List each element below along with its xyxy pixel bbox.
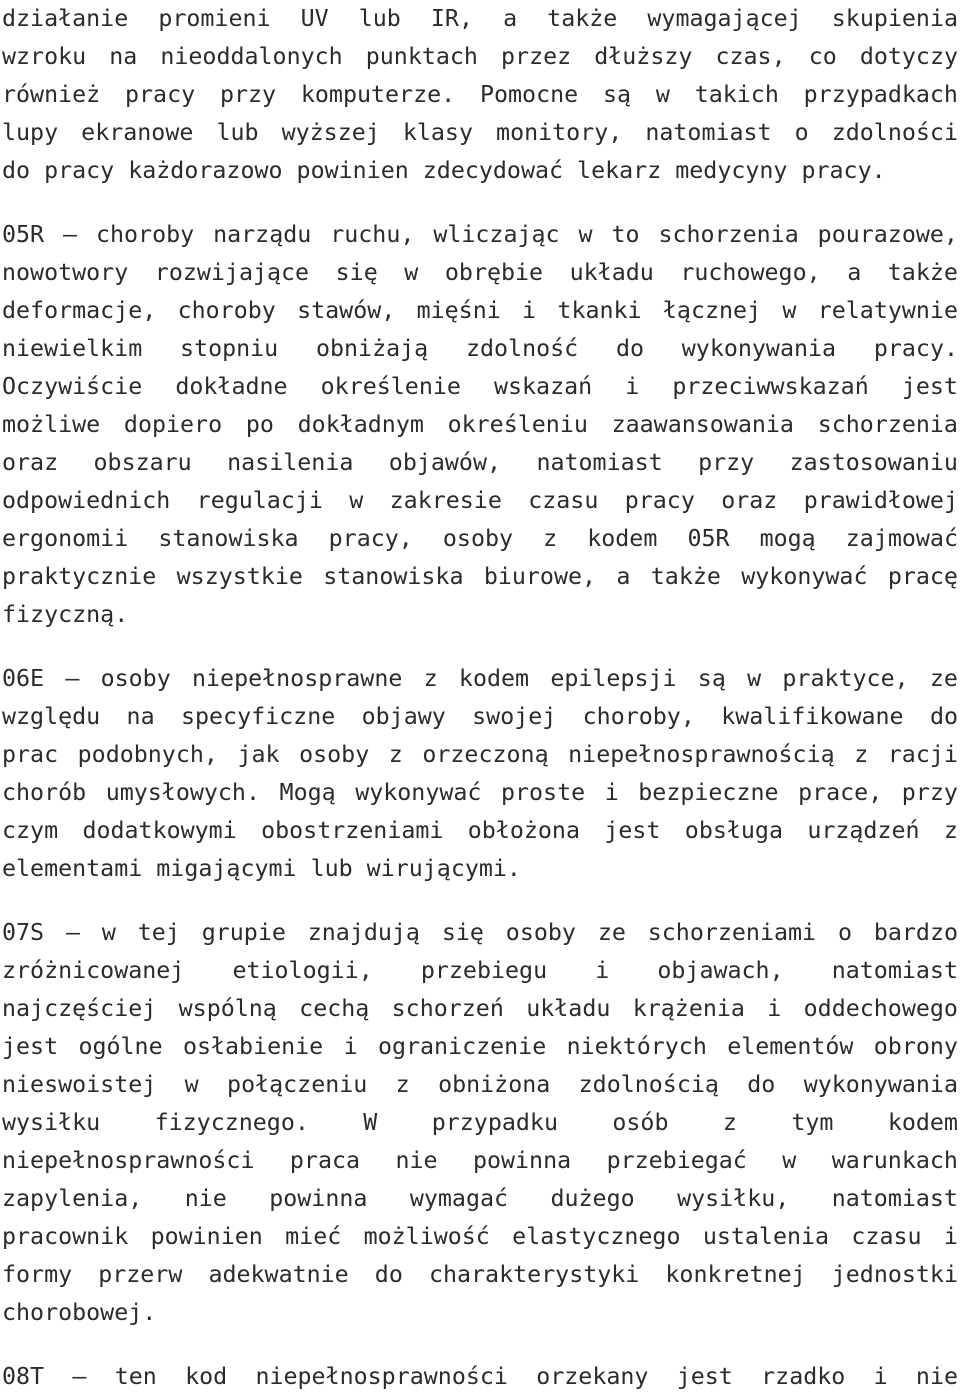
paragraph <box>2 1358 958 1396</box>
text-line: 05R – choroby narządu ruchu, wliczając w to schorzenia pourazowe, <box>2 221 958 248</box>
paragraph-gap <box>2 190 958 216</box>
text-line: 08T – ten kod niepełnosprawności orzekany jest rzadko i nie <box>2 1363 958 1390</box>
paragraph-gap <box>2 1332 958 1358</box>
paragraph-gap <box>2 888 958 914</box>
text-line: pracownik powinien mieć możliwość elastycznego ustalenia czasu i <box>2 1223 958 1250</box>
text-line: zróżnicowanej etiologii, przebiegu i objawach, natomiast <box>2 957 958 984</box>
text-line: niewielkim stopniu obniżają zdolność do wykonywania pracy. <box>2 335 958 362</box>
text-line: nieswoistej w połączeniu z obniżona zdolnością do wykonywania <box>2 1071 958 1098</box>
text-line: ergonomii stanowiska pracy, osoby z kodem 05R mogą zajmować <box>2 525 958 552</box>
text-line: względu na specyficzne objawy swojej choroby, kwalifikowane do <box>2 703 958 730</box>
text-line: zapylenia, nie powinna wymagać dużego wysiłku, natomiast <box>2 1185 958 1212</box>
text-line: niepełnosprawności praca nie powinna przebiegać w warunkach <box>2 1147 958 1174</box>
text-line: odpowiednich regulacji w zakresie czasu pracy oraz prawidłowej <box>2 487 958 514</box>
text-line: chorób umysłowych. Mogą wykonywać proste i bezpieczne prace, przy <box>2 779 958 806</box>
text-line: jest ogólne osłabienie i ograniczenie niektórych elementów obrony <box>2 1033 958 1060</box>
text-line: prac podobnych, jak osoby z orzeczoną niepełnosprawnością z racji <box>2 741 958 768</box>
text-line: chorobowej. <box>2 1299 157 1326</box>
text-line: elementami migającymi lub wirującymi. <box>2 855 521 882</box>
paragraph <box>2 216 958 634</box>
text-line: również pracy przy komputerze. Pomocne są w takich przypadkach <box>2 81 958 108</box>
text-line: oraz obszaru nasilenia objawów, natomiast przy zastosowaniu <box>2 449 958 476</box>
text-line: nowotwory rozwijające się w obrębie układu ruchowego, a także <box>2 259 958 286</box>
text-line: deformacje, choroby stawów, mięśni i tkanki łącznej w relatywnie <box>2 297 958 324</box>
paragraph-gap <box>2 634 958 660</box>
text-line: 07S – w tej grupie znajdują się osoby ze schorzeniami o bardzo <box>2 919 958 946</box>
text-line: 06E – osoby niepełnosprawne z kodem epilepsji są w praktyce, ze <box>2 665 958 692</box>
text-line: Oczywiście dokładne określenie wskazań i przeciwwskazań jest <box>2 373 958 400</box>
text-line: najczęściej wspólną cechą schorzeń układu krążenia i oddechowego <box>2 995 958 1022</box>
text-line: formy przerw adekwatnie do charakterystyki konkretnej jednostki <box>2 1261 958 1288</box>
text-line: wysiłku fizycznego. W przypadku osób z tym kodem <box>2 1109 958 1136</box>
document-page <box>2 0 958 1396</box>
paragraph <box>2 0 958 190</box>
text-line: wzroku na nieoddalonych punktach przez dłuższy czas, co dotyczy <box>2 43 958 70</box>
text-line: działanie promieni UV lub IR, a także wymagającej skupienia <box>2 5 958 32</box>
paragraph <box>2 660 958 888</box>
text-line: lupy ekranowe lub wyższej klasy monitory, natomiast o zdolności <box>2 119 958 146</box>
text-line: możliwe dopiero po dokładnym określeniu zaawansowania schorzenia <box>2 411 958 438</box>
text-line: fizyczną. <box>2 601 129 628</box>
paragraph <box>2 914 958 1332</box>
text-line: do pracy każdorazowo powinien zdecydować lekarz medycyny pracy. <box>2 157 886 184</box>
text-line: czym dodatkowymi obostrzeniami obłożona jest obsługa urządzeń z <box>2 817 958 844</box>
text-line: praktycznie wszystkie stanowiska biurowe, a także wykonywać pracę <box>2 563 958 590</box>
